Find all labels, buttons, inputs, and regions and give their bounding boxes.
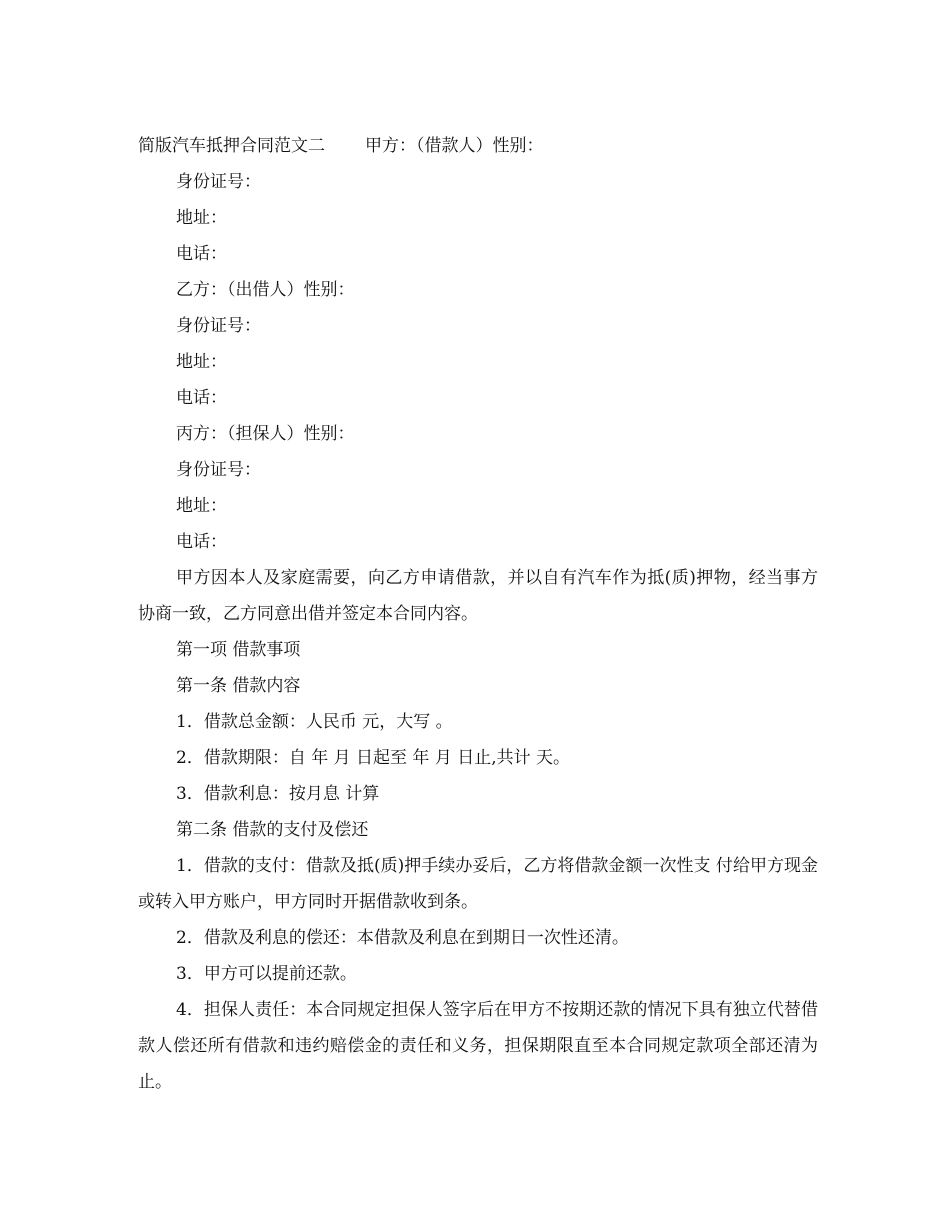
title-line bbox=[138, 128, 818, 164]
party-b-phone: 电话： bbox=[176, 388, 227, 408]
party-b-header: 乙方：（出借人）性别： bbox=[176, 280, 355, 300]
party-b-address: 地址： bbox=[176, 352, 227, 372]
party-a-address: 地址： bbox=[176, 208, 227, 228]
guarantor-item: 4．担保人责任：本合同规定担保人签字后在甲方不按期还款的情况下具有独立代替借款人偿还所有借款和违约赔偿金的责任和义务，担保期限直至本合同规定款项全部还清为止。 bbox=[138, 1000, 818, 1092]
party-b-id: 身份证号： bbox=[176, 316, 261, 336]
loan-amount-item: 1．借款总金额：人民币 元，大写 。 bbox=[176, 712, 453, 732]
document-body bbox=[138, 128, 818, 1100]
party-c-address: 地址： bbox=[176, 496, 227, 516]
section-heading: 第一项 借款事项 bbox=[176, 640, 301, 660]
party-c-header: 丙方：（担保人）性别： bbox=[176, 424, 355, 444]
loan-interest-item: 3．借款利息：按月息 计算 bbox=[176, 784, 380, 804]
repayment-item: 2．借款及利息的偿还：本借款及利息在到期日一次性还清。 bbox=[176, 928, 629, 948]
loan-term-item: 2．借款期限：自 年 月 日起至 年 月 日止,共计 天。 bbox=[176, 748, 571, 768]
party-c-id: 身份证号： bbox=[176, 460, 261, 480]
payment-item: 1．借款的支付：借款及抵(质)押手续办妥后，乙方将借款金额一次性支 付给甲方现金或转入甲方账户，甲方同时开据借款收到条。 bbox=[138, 856, 818, 912]
document-title: 简版汽车抵押合同范文二 bbox=[138, 136, 325, 156]
party-a-phone: 电话： bbox=[176, 244, 227, 264]
party-c-phone: 电话： bbox=[176, 532, 227, 552]
party-a-id: 身份证号： bbox=[176, 172, 261, 192]
party-a-header: 甲方：（借款人）性别： bbox=[365, 136, 544, 156]
article-heading: 第二条 借款的支付及偿还 bbox=[176, 820, 369, 840]
article-heading: 第一条 借款内容 bbox=[176, 676, 301, 696]
intro-paragraph: 甲方因本人及家庭需要，向乙方申请借款，并以自有汽车作为抵(质)押物，经当事方协商一致，乙方同意出借并签定本合同内容。 bbox=[138, 568, 818, 624]
early-repayment-item: 3．甲方可以提前还款。 bbox=[176, 964, 357, 984]
